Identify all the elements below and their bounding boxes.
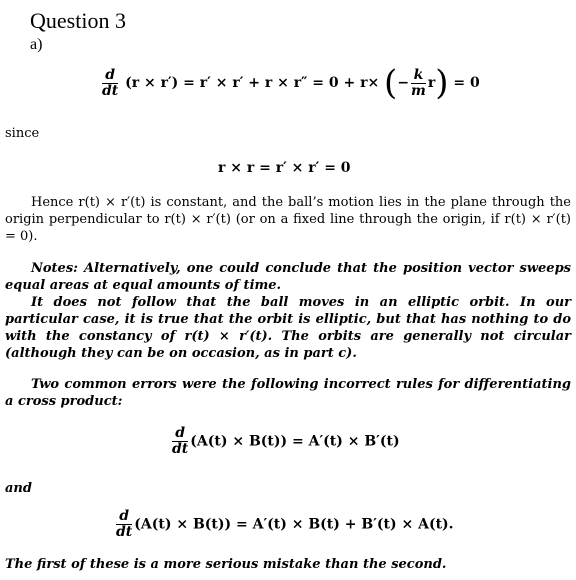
equation-body: (r × r′) = r′ × r′ + r × r″ = 0 + r×: [125, 75, 380, 91]
derivative-fraction: $\frac{d}{dt}$: [116, 508, 133, 540]
paragraph-common-errors: Two common errors were the following incorrect rules for differentiating a cross product:: [5, 377, 571, 409]
question-title: Question 3: [30, 8, 126, 33]
equation-incorrect-rule-1: $\frac{d}{dt}$ (A(t) × B(t)) = A′(t) × B′(t): [172, 425, 400, 457]
equation-result: = 0: [453, 75, 480, 91]
paragraph-not-follow: It does not follow that the ball moves in an elliptic orbit. In our particular case, it is true that the orbit is elliptic, but that has nothing to do with the constancy of r(t) × r′(t). The orbits are generally not circular (although they can be on occasion, as in part c).: [5, 295, 571, 361]
right-paren: ): [435, 63, 449, 103]
part-label: a): [30, 36, 43, 53]
closing-sentence: The first of these is a more serious mistake than the second.: [5, 557, 447, 572]
paragraph-hence: Hence r(t) × r′(t) is constant, and the ball’s motion lies in the plane through the origin perpendicular to r(t) × r′(t) (or on a fixed line through the origin, if r(t) × r′(t) = 0).: [5, 195, 571, 244]
since-label: since: [5, 126, 40, 141]
derivative-fraction: $\frac{d}{dt}$: [172, 425, 189, 457]
left-paren: (: [384, 63, 398, 103]
paragraph-notes: Notes: Alternatively, one could conclude that the position vector sweeps equal areas at equal amounts of time.: [5, 261, 571, 293]
equation-derivative-cross-product: $\frac{d}{dt}$ (r × r′) = r′ × r′ + r × r″ = 0 + r× (− $\frac{k}{m}$ r) = 0: [102, 63, 480, 103]
and-label: and: [5, 481, 32, 496]
equation-self-cross-zero: r × r = r′ × r′ = 0: [218, 160, 351, 176]
k-over-m-fraction: $\frac{k}{m}$: [411, 66, 426, 99]
equation-incorrect-rule-2: $\frac{d}{dt}$ (A(t) × B(t)) = A′(t) × B(t) + B′(t) × A(t).: [116, 508, 454, 540]
derivative-fraction: $\frac{d}{dt}$: [102, 66, 119, 99]
